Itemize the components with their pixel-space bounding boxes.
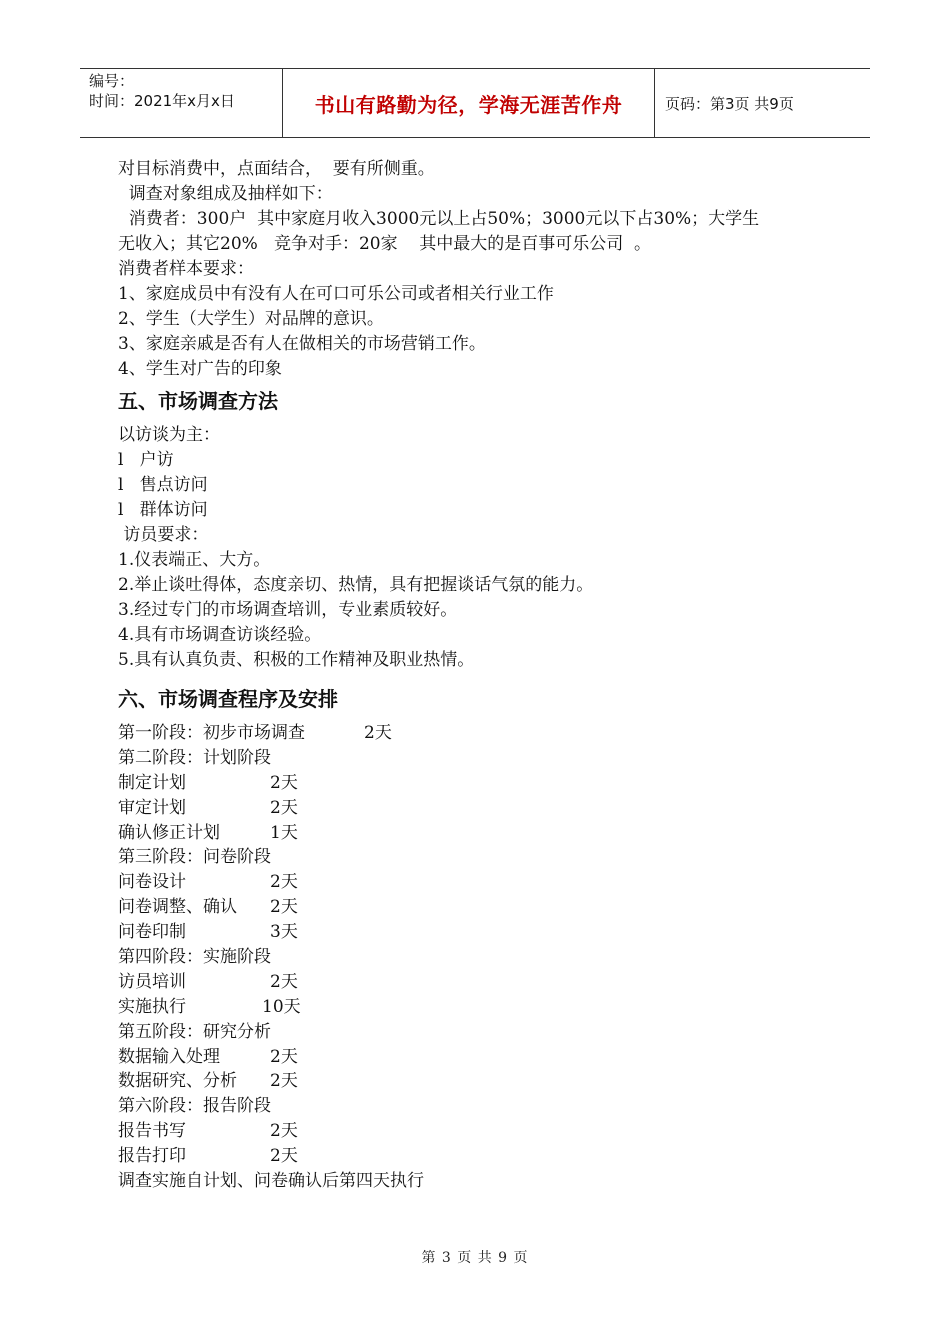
schedule-label: 问卷印制	[118, 922, 186, 943]
schedule-label: 确认修正计划	[118, 822, 220, 843]
schedule-row	[118, 1144, 858, 1169]
schedule-label: 制定计划	[118, 772, 186, 793]
schedule-row	[118, 796, 858, 821]
schedule-label: 报告打印	[118, 1146, 186, 1167]
schedule-days: 10天	[262, 996, 301, 1017]
schedule-row	[118, 1069, 858, 1094]
schedule-days: 2天	[270, 797, 298, 818]
section-5-line: 3.经过专门的市场调查培训，专业素质较好。	[118, 600, 458, 620]
schedule-row	[118, 821, 858, 846]
schedule-row	[118, 1094, 858, 1119]
header-page-label: 页码：第3页 共9页	[665, 94, 794, 113]
section-5-line: l 售点访问	[118, 475, 208, 495]
section-5-line: 以访谈为主：	[118, 425, 220, 445]
section-6-heading: 六、市场调查程序及安排	[118, 687, 338, 711]
section-5-line: 1.仪表端正、大方。	[118, 550, 271, 570]
schedule-label: 第五阶段：研究分析	[118, 1021, 271, 1042]
schedule-row	[118, 746, 858, 771]
paragraph-line: 消费者：300户 其中家庭月收入3000元以上占50%；3000元以下占30%；大学生	[118, 209, 760, 229]
header-time-label: 时间：2021年x月x日	[89, 92, 235, 110]
schedule-row	[118, 970, 858, 995]
schedule-days: 2天	[270, 1046, 298, 1067]
header-left-cell	[80, 69, 282, 137]
schedule-label: 第二阶段：计划阶段	[118, 747, 271, 768]
schedule-closing-note: 调查实施自计划、问卷确认后第四天执行	[118, 1171, 424, 1192]
schedule-days: 2天	[270, 1146, 298, 1167]
schedule-row	[118, 920, 858, 945]
paragraph-line: 无收入；其它20% 竞争对手：20家 其中最大的是百事可乐公司 。	[118, 234, 652, 254]
paragraph-line: 2、学生（大学生）对品牌的意识。	[118, 309, 384, 329]
schedule-label: 实施执行	[118, 996, 186, 1017]
paragraph-line: 调查对象组成及抽样如下：	[118, 184, 333, 204]
schedule-row	[118, 1020, 858, 1045]
schedule-days: 1天	[270, 822, 298, 843]
section-5-line: 4.具有市场调查访谈经验。	[118, 625, 322, 645]
schedule-row	[118, 1119, 858, 1144]
schedule-label: 第四阶段：实施阶段	[118, 947, 271, 968]
schedule-label: 数据研究、分析	[118, 1071, 237, 1092]
section-5-line: l 群体访问	[118, 500, 208, 520]
page-header	[80, 68, 870, 138]
header-number-label: 编号：	[89, 72, 135, 90]
schedule-days: 2天	[270, 872, 298, 893]
schedule-label: 第三阶段：问卷阶段	[118, 847, 271, 868]
schedule-row	[118, 995, 858, 1020]
paragraph-line: 消费者样本要求：	[118, 259, 254, 279]
schedule-label: 数据输入处理	[118, 1046, 220, 1067]
schedule-label: 第一阶段：初步市场调查	[118, 723, 305, 743]
schedule-row	[118, 771, 858, 796]
section-5-heading: 五、市场调查方法	[118, 389, 278, 413]
schedule-row	[118, 870, 858, 895]
header-motto: 书山有路勤为径，学海无涯苦作舟	[282, 69, 655, 137]
paragraph-line: 1、家庭成员中有没有人在可口可乐公司或者相关行业工作	[118, 284, 554, 304]
schedule-days: 2天	[270, 772, 298, 793]
schedule-row	[118, 1045, 858, 1070]
schedule-days: 2天	[270, 971, 298, 992]
paragraph-line: 4、学生对广告的印象	[118, 359, 282, 379]
schedule-row	[118, 945, 858, 970]
paragraph-line: 对目标消费中，点面结合， 要有所侧重。	[118, 159, 435, 179]
schedule-label: 审定计划	[118, 797, 186, 818]
paragraph-line: 3、家庭亲戚是否有人在做相关的市场营销工作。	[118, 334, 486, 354]
schedule-days: 2天	[270, 1071, 298, 1092]
schedule-label: 问卷设计	[118, 872, 186, 893]
section-5-line: 访员要求：	[118, 525, 209, 545]
section-5-line: 5.具有认真负责、积极的工作精神及职业热情。	[118, 650, 475, 670]
schedule-days: 2天	[270, 897, 298, 918]
schedule-days: 2天	[364, 723, 392, 743]
schedule-row	[118, 845, 858, 870]
section-5-line: l 户访	[118, 450, 174, 470]
document-body	[118, 157, 858, 1194]
schedule-days: 2天	[270, 1121, 298, 1142]
schedule-days: 3天	[270, 922, 298, 943]
section-5-line: 2.举止谈吐得体，态度亲切、热情，具有把握谈话气氛的能力。	[118, 575, 594, 595]
schedule-label: 访员培训	[118, 971, 186, 992]
schedule-row	[118, 721, 858, 746]
schedule-label: 报告书写	[118, 1121, 186, 1142]
schedule-label: 问卷调整、确认	[118, 897, 237, 918]
schedule-label: 第六阶段：报告阶段	[118, 1096, 271, 1117]
page-footer: 第 3 页 共 9 页	[421, 1250, 529, 1266]
schedule-row	[118, 895, 858, 920]
